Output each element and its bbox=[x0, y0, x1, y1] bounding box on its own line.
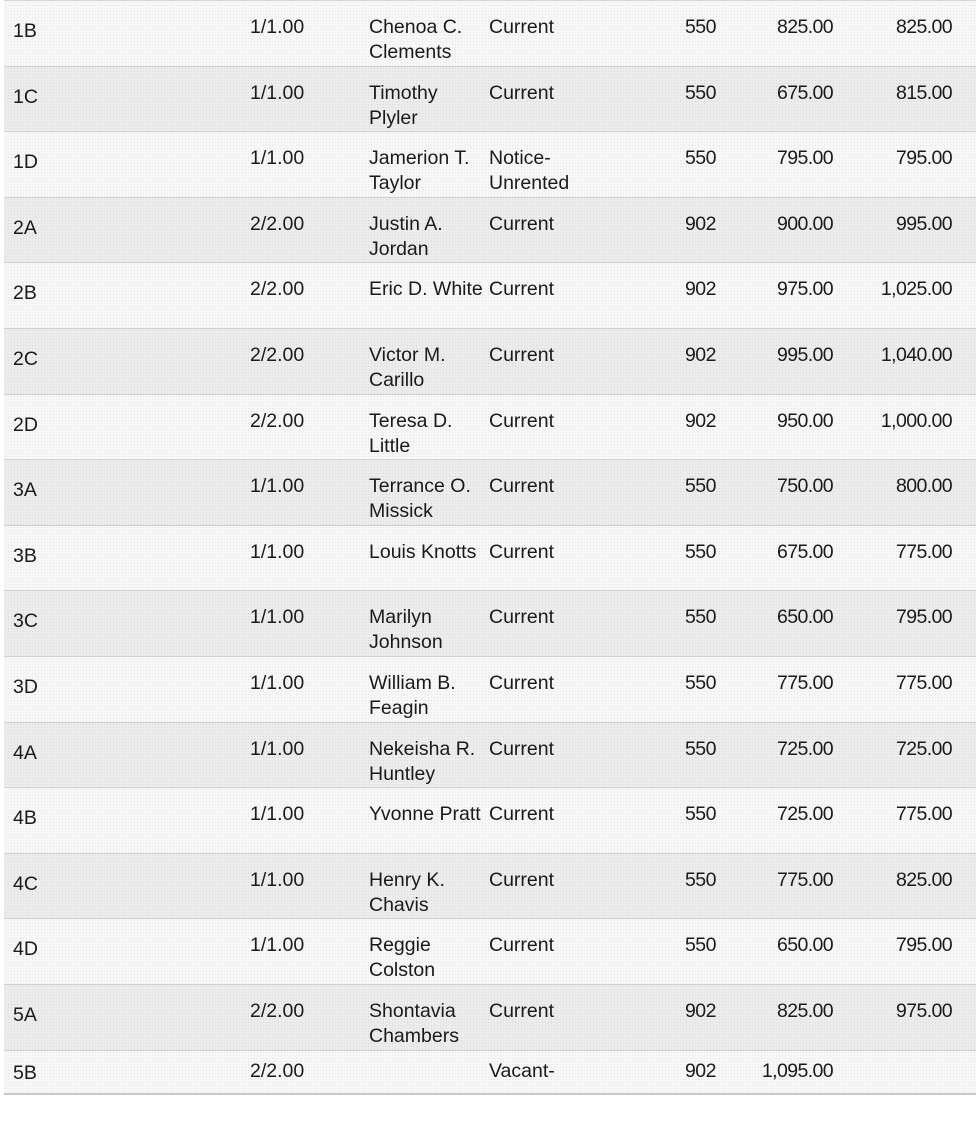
sqft-cell: 902 bbox=[684, 409, 716, 432]
sqft-cell: 550 bbox=[684, 16, 716, 38]
status-cell: Current bbox=[489, 606, 555, 629]
unit-cell: 3B bbox=[13, 544, 37, 567]
bed-bath-cell: 1/1.00 bbox=[250, 803, 305, 826]
table-row bbox=[4, 657, 976, 723]
rent-cell: 1,040.00 bbox=[880, 343, 952, 366]
market-rent-cell: 975.00 bbox=[776, 278, 833, 301]
status-cell: Current bbox=[489, 81, 555, 104]
table-row bbox=[4, 132, 976, 198]
bed-bath-cell: 2/2.00 bbox=[250, 343, 305, 366]
table-row bbox=[4, 723, 976, 789]
market-rent-cell: 775.00 bbox=[776, 671, 833, 694]
table-row bbox=[4, 198, 976, 264]
bed-bath-cell: 1/1.00 bbox=[250, 737, 305, 760]
status-cell: Current bbox=[489, 540, 555, 563]
sqft-cell: 902 bbox=[684, 212, 716, 235]
unit-cell: 2C bbox=[13, 347, 38, 370]
market-rent-cell: 825.00 bbox=[776, 16, 833, 38]
tenant-cell: Henry K. Chavis bbox=[369, 868, 445, 916]
rent-roll-table bbox=[4, 0, 976, 1095]
table-row bbox=[4, 1, 976, 67]
sqft-cell: 550 bbox=[684, 803, 716, 826]
unit-cell: 5B bbox=[13, 1061, 37, 1084]
bed-bath-cell: 1/1.00 bbox=[250, 934, 305, 957]
market-rent-cell: 750.00 bbox=[776, 475, 833, 498]
market-rent-cell: 675.00 bbox=[776, 81, 833, 104]
status-cell: Current bbox=[489, 409, 555, 432]
tenant-cell: Victor M. Carillo bbox=[369, 343, 446, 391]
bed-bath-cell: 1/1.00 bbox=[250, 606, 305, 629]
bed-bath-cell: 1/1.00 bbox=[250, 147, 305, 170]
market-rent-cell: 795.00 bbox=[776, 147, 833, 170]
unit-cell: 2B bbox=[13, 282, 37, 305]
table-row bbox=[4, 985, 976, 1051]
tenant-cell: Chenoa C. Clements bbox=[369, 16, 463, 63]
table-row bbox=[4, 460, 976, 526]
bed-bath-cell: 1/1.00 bbox=[250, 540, 305, 563]
status-cell: Current bbox=[489, 278, 555, 301]
unit-cell: 3C bbox=[13, 610, 38, 633]
status-cell: Current bbox=[489, 934, 555, 957]
bed-bath-cell: 1/1.00 bbox=[250, 868, 305, 891]
tenant-cell: Jamerion T. Taylor bbox=[369, 147, 470, 195]
sqft-cell: 550 bbox=[684, 540, 716, 563]
bed-bath-cell: 2/2.00 bbox=[250, 999, 305, 1022]
sqft-cell: 902 bbox=[684, 1059, 716, 1082]
table-row bbox=[4, 526, 976, 592]
rent-cell: 975.00 bbox=[895, 999, 952, 1022]
tenant-cell: Terrance O. Missick bbox=[369, 475, 471, 523]
rent-cell: 725.00 bbox=[895, 737, 952, 760]
rent-cell: 775.00 bbox=[895, 540, 952, 563]
rent-cell: 995.00 bbox=[895, 212, 952, 235]
rent-cell: 795.00 bbox=[895, 606, 952, 629]
unit-cell: 5A bbox=[13, 1003, 37, 1026]
market-rent-cell: 725.00 bbox=[776, 803, 833, 826]
market-rent-cell: 1,095.00 bbox=[761, 1059, 833, 1082]
tenant-cell: Nekeisha R. Huntley bbox=[369, 737, 476, 785]
table-row bbox=[4, 263, 976, 329]
tenant-cell: Eric D. White bbox=[369, 278, 483, 301]
unit-cell: 3A bbox=[13, 479, 37, 502]
market-rent-cell: 650.00 bbox=[776, 606, 833, 629]
tenant-cell: Shontavia Chambers bbox=[369, 999, 459, 1047]
bed-bath-cell: 1/1.00 bbox=[250, 81, 305, 104]
rent-cell: 800.00 bbox=[895, 475, 952, 498]
unit-cell: 1C bbox=[13, 85, 38, 108]
status-cell: Current bbox=[489, 343, 555, 366]
market-rent-cell: 775.00 bbox=[776, 868, 833, 891]
unit-cell: 3D bbox=[13, 675, 38, 698]
sqft-cell: 550 bbox=[684, 671, 716, 694]
table-row bbox=[4, 854, 976, 920]
sqft-cell: 902 bbox=[684, 999, 716, 1022]
tenant-cell: Reggie Colston bbox=[369, 934, 436, 982]
market-rent-cell: 995.00 bbox=[776, 343, 833, 366]
bed-bath-cell: 2/2.00 bbox=[250, 278, 305, 301]
unit-cell: 4B bbox=[13, 807, 37, 830]
rent-cell: 775.00 bbox=[895, 803, 952, 826]
status-cell: Current bbox=[489, 803, 555, 826]
tenant-cell: Yvonne Pratt bbox=[369, 803, 481, 826]
rent-cell: 815.00 bbox=[895, 81, 952, 104]
rent-cell: 1,000.00 bbox=[880, 409, 952, 432]
unit-cell: 2A bbox=[13, 216, 37, 239]
sqft-cell: 550 bbox=[684, 737, 716, 760]
table-row bbox=[4, 788, 976, 854]
status-cell: Current bbox=[489, 16, 555, 38]
sqft-cell: 550 bbox=[684, 868, 716, 891]
sqft-cell: 550 bbox=[684, 147, 716, 170]
bed-bath-cell: 2/2.00 bbox=[250, 409, 305, 432]
unit-cell: 2D bbox=[13, 413, 38, 436]
status-cell: Current bbox=[489, 212, 555, 235]
bed-bath-cell: 2/2.00 bbox=[250, 1059, 305, 1082]
table-row bbox=[4, 1051, 976, 1095]
status-cell: Notice-Unrented bbox=[489, 147, 570, 195]
rent-cell: 795.00 bbox=[895, 147, 952, 170]
market-rent-cell: 825.00 bbox=[776, 999, 833, 1022]
bed-bath-cell: 1/1.00 bbox=[250, 16, 305, 38]
rent-cell: 1,025.00 bbox=[880, 278, 952, 301]
sqft-cell: 902 bbox=[684, 278, 716, 301]
market-rent-cell: 950.00 bbox=[776, 409, 833, 432]
rent-cell: 825.00 bbox=[895, 16, 952, 38]
market-rent-cell: 725.00 bbox=[776, 737, 833, 760]
sqft-cell: 550 bbox=[684, 81, 716, 104]
rent-cell: 795.00 bbox=[895, 934, 952, 957]
unit-cell: 4D bbox=[13, 938, 38, 961]
tenant-cell: Marilyn Johnson bbox=[369, 606, 443, 654]
rent-cell: 825.00 bbox=[895, 868, 952, 891]
market-rent-cell: 650.00 bbox=[776, 934, 833, 957]
bed-bath-cell: 1/1.00 bbox=[250, 475, 305, 498]
market-rent-cell: 675.00 bbox=[776, 540, 833, 563]
bed-bath-cell: 1/1.00 bbox=[250, 671, 305, 694]
tenant-cell: William B. Feagin bbox=[369, 671, 456, 719]
table-row bbox=[4, 329, 976, 395]
market-rent-cell: 900.00 bbox=[776, 212, 833, 235]
tenant-cell: Louis Knotts bbox=[369, 540, 477, 563]
unit-cell: 1B bbox=[13, 20, 37, 42]
table-row bbox=[4, 395, 976, 461]
sqft-cell: 550 bbox=[684, 934, 716, 957]
tenant-cell: Teresa D. Little bbox=[369, 409, 453, 457]
unit-cell: 4A bbox=[13, 741, 37, 764]
table-row bbox=[4, 591, 976, 657]
sqft-cell: 902 bbox=[684, 343, 716, 366]
status-cell: Current bbox=[489, 671, 555, 694]
status-cell: Vacant- bbox=[489, 1059, 555, 1082]
unit-cell: 1D bbox=[13, 151, 38, 174]
status-cell: Current bbox=[489, 999, 555, 1022]
sqft-cell: 550 bbox=[684, 475, 716, 498]
status-cell: Current bbox=[489, 475, 555, 498]
status-cell: Current bbox=[489, 868, 555, 891]
tenant-cell: Justin A. Jordan bbox=[369, 212, 443, 260]
bed-bath-cell: 2/2.00 bbox=[250, 212, 305, 235]
rent-cell: 775.00 bbox=[895, 671, 952, 694]
table-row bbox=[4, 919, 976, 985]
status-cell: Current bbox=[489, 737, 555, 760]
sqft-cell: 550 bbox=[684, 606, 716, 629]
tenant-cell: Timothy Plyler bbox=[369, 81, 438, 129]
table-row bbox=[4, 67, 976, 133]
unit-cell: 4C bbox=[13, 872, 38, 895]
